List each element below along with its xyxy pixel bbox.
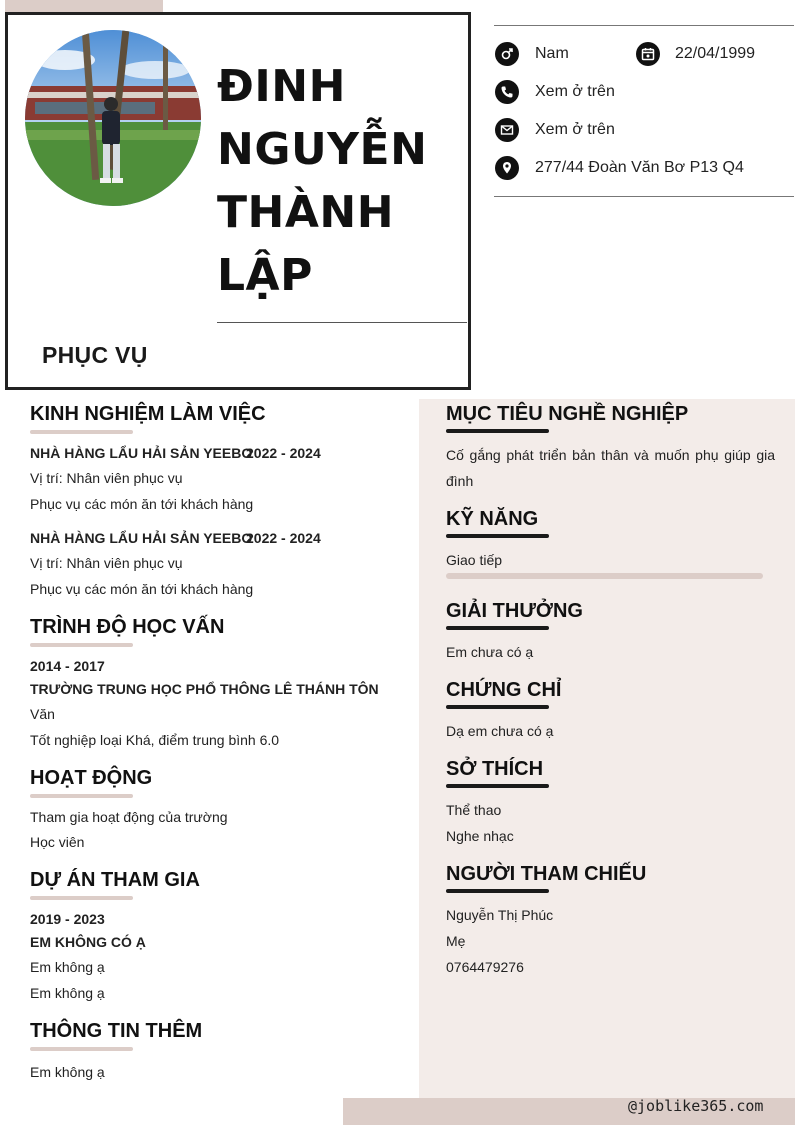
project-line: Em không ạ <box>30 959 105 975</box>
section-underline <box>446 626 549 630</box>
name-line-4: LẬP <box>217 250 313 301</box>
section-title-projects: DỰ ÁN THAM GIA <box>30 869 200 891</box>
section-title-certificates: CHỨNG CHỈ <box>446 679 562 701</box>
watermark-text: @joblike365.com <box>628 1097 764 1115</box>
experience-desc: Phục vụ các món ăn tới khách hàng <box>30 581 254 597</box>
activity-line: Học viên <box>30 834 85 850</box>
education-major: Văn <box>30 706 55 722</box>
gender-icon <box>495 42 519 66</box>
certificates-text: Dạ em chưa có ạ <box>446 723 554 739</box>
full-name <box>217 55 462 307</box>
project-period: 2019 - 2023 <box>30 911 105 927</box>
experience-role: Vị trí: Nhân viên phục vụ <box>30 470 183 486</box>
name-line-1: ĐINH <box>217 61 346 112</box>
section-underline <box>30 896 133 900</box>
section-underline <box>446 705 549 709</box>
name-divider <box>217 322 467 323</box>
job-position: PHỤC VỤ <box>42 342 148 368</box>
birthday-text: 22/04/1999 <box>675 45 756 62</box>
section-title-references: NGƯỜI THAM CHIẾU <box>446 863 647 885</box>
skill-name: Giao tiếp <box>446 552 503 568</box>
email-text: Xem ở trên <box>535 121 615 138</box>
section-underline <box>30 794 133 798</box>
objective-text: Cố gắng phát triển bản thân và muốn phụ giúp gia đình <box>446 447 775 489</box>
section-underline <box>446 429 549 433</box>
section-title-education: TRÌNH ĐỘ HỌC VẤN <box>30 616 225 638</box>
section-underline <box>30 430 133 434</box>
section-underline <box>446 889 549 893</box>
experience-company: NHÀ HÀNG LẨU HẢI SẢN YEEBO <box>30 445 253 461</box>
right-column-panel <box>419 399 795 1098</box>
awards-text: Em chưa có ạ <box>446 644 534 660</box>
section-title-experience: KINH NGHIỆM LÀM VIỆC <box>30 403 266 425</box>
education-school: TRƯỜNG TRUNG HỌC PHỔ THÔNG LÊ THÁNH TÔN <box>30 681 379 697</box>
section-underline <box>446 784 549 788</box>
name-line-3: THÀNH <box>217 187 395 238</box>
hobby-line: Thể thao <box>446 802 502 818</box>
mail-icon <box>495 118 519 142</box>
section-title-skills: KỸ NĂNG <box>446 508 539 530</box>
section-title-objective: MỤC TIÊU NGHỀ NGHIỆP <box>446 403 689 425</box>
gender-text: Nam <box>535 45 569 62</box>
address-text: 277/44 Đoàn Văn Bơ P13 Q4 <box>535 159 744 176</box>
phone-text: Xem ở trên <box>535 83 615 100</box>
section-underline <box>446 534 549 538</box>
extra-text: Em không ạ <box>30 1064 105 1080</box>
contact-divider-bottom <box>494 196 794 197</box>
contact-divider-top <box>494 25 794 26</box>
section-title-hobbies: SỞ THÍCH <box>446 758 544 780</box>
section-title-awards: GIẢI THƯỞNG <box>446 600 583 622</box>
name-line-2: NGUYỄN <box>217 124 428 175</box>
education-result: Tốt nghiệp loại Khá, điểm trung bình 6.0 <box>30 732 280 748</box>
phone-icon <box>495 80 519 104</box>
reference-name: Nguyễn Thị Phúc <box>446 907 554 923</box>
activity-line: Tham gia hoạt động của trường <box>30 809 228 825</box>
skill-level-bar <box>446 573 763 579</box>
reference-phone: 0764479276 <box>446 959 524 975</box>
reference-relation: Mẹ <box>446 933 466 949</box>
section-underline <box>30 1047 133 1051</box>
experience-desc: Phục vụ các món ăn tới khách hàng <box>30 496 254 512</box>
education-period: 2014 - 2017 <box>30 658 105 674</box>
experience-role: Vị trí: Nhân viên phục vụ <box>30 555 183 571</box>
calendar-icon <box>636 42 660 66</box>
profile-photo <box>25 30 201 206</box>
project-line: Em không ạ <box>30 985 105 1001</box>
experience-period: 2022 - 2024 <box>246 530 321 546</box>
hobby-line: Nghe nhạc <box>446 828 514 844</box>
section-title-activities: HOẠT ĐỘNG <box>30 767 153 789</box>
section-underline <box>30 643 133 647</box>
project-name: EM KHÔNG CÓ Ạ <box>30 934 146 950</box>
location-pin-icon <box>495 156 519 180</box>
experience-period: 2022 - 2024 <box>246 445 321 461</box>
section-title-extra: THÔNG TIN THÊM <box>30 1020 203 1042</box>
experience-company: NHÀ HÀNG LẨU HẢI SẢN YEEBO <box>30 530 253 546</box>
